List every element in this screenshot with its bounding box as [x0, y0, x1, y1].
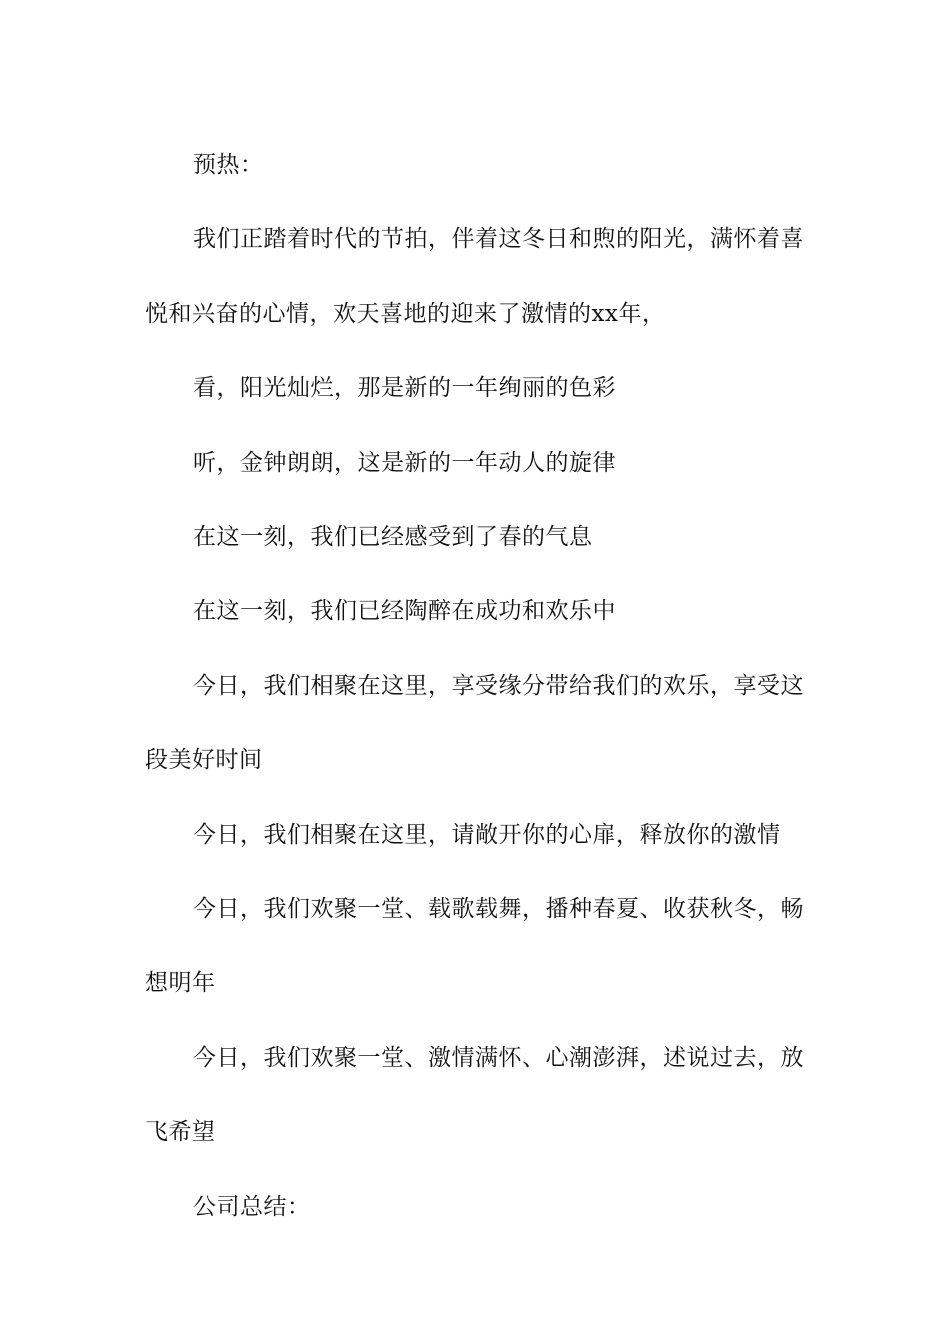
paragraph-opening: 我们正踏着时代的节拍，伴着这冬日和煦的阳光，满怀着喜悦和兴奋的心情，欢天喜地的迎来了激情的xx年， [145, 226, 804, 327]
paragraph-reunite-sing: 今日，我们欢聚一堂、载歌载舞，播种春夏、收获秋冬，畅想明年 [145, 896, 804, 997]
paragraph-moment-spring: 在这一刻，我们已经感受到了春的气息 [193, 524, 593, 551]
document-body [145, 128, 810, 1244]
paragraph-gather-open: 今日，我们相聚在这里，请敞开你的心扉，释放你的激情 [193, 821, 781, 848]
paragraph-look: 看，阳光灿烂，那是新的一年绚丽的色彩 [193, 375, 616, 402]
paragraph-moment-success: 在这一刻，我们已经陶醉在成功和欢乐中 [193, 598, 616, 625]
paragraph-company-summary-heading: 公司总结： [193, 1193, 311, 1220]
paragraph-gather-enjoy: 今日，我们相聚在这里，享受缘分带给我们的欢乐，享受这段美好时间 [145, 672, 804, 774]
paragraph-reunite-hope: 今日，我们欢聚一堂、激情满怀、心潮澎湃，述说过去，放飞希望 [145, 1044, 804, 1146]
paragraph-warmup-heading: 预热： [193, 152, 264, 178]
paragraph-listen: 听，金钟朗朗，这是新的一年动人的旋律 [193, 449, 616, 476]
